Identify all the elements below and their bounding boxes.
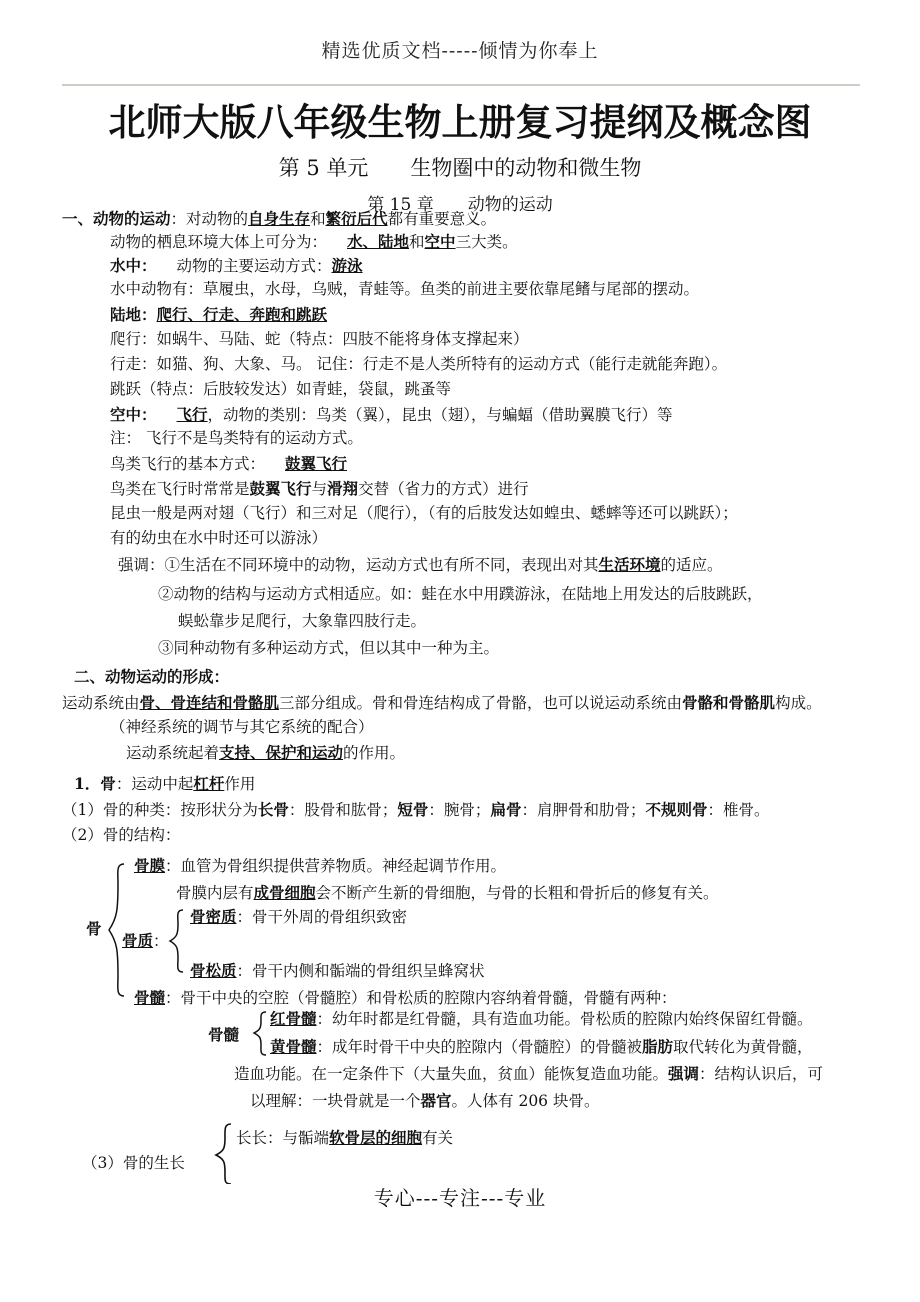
habitat-tail: 三大类。 — [455, 233, 518, 251]
habitat-mid: 和 — [409, 233, 425, 251]
compact-bone-label: 骨密质 — [190, 907, 237, 926]
water-lead: 动物的主要运动方式： — [176, 257, 332, 275]
grow-long-a: ：与骺端 — [267, 1129, 330, 1147]
marrow-label: 骨髓 — [134, 988, 166, 1007]
section-two-title: 动物运动的形成： — [105, 667, 230, 686]
bone-kind-short-value: ：腕骨； — [428, 801, 491, 819]
emphasis-gliding: 滑翔 — [327, 479, 359, 498]
land-line — [110, 306, 327, 324]
spongy-bone-text: ：骨干内侧和骺端的骨组织呈蜂窝状 — [236, 962, 485, 980]
bone-kinds-line — [62, 801, 770, 819]
chapter-label: 第 15 章 — [367, 195, 434, 215]
yellow-marrow-a: ：成年时骨干中央的腔隙内（骨髓腔）的骨髓被 — [316, 1038, 643, 1056]
emphasis-1-a: ①生活在不同环境中的动物，运动方式也有所不同，表现出对其 — [164, 556, 599, 574]
section-one-title: 动物的运动 — [93, 209, 171, 228]
marrow-cont2-b: 。人体有 206 块骨。 — [451, 1092, 600, 1110]
emphasis-osteoblast: 成骨细胞 — [253, 883, 316, 902]
unit-label: 第 5 单元 — [278, 156, 369, 180]
motor-system-composition — [62, 694, 822, 712]
section-one-text-b: 都有重要意义。 — [387, 210, 497, 228]
periosteum-text: ：血管为骨组织提供营养物质。神经起调节作用。 — [165, 857, 507, 875]
marrow-text: ：骨干中央的空腔（骨髓腔）和骨松质的腔隙内容纳着骨髓，骨髓有两种： — [165, 989, 677, 1007]
bone-kind-flat-value: ：肩胛骨和肋骨； — [521, 801, 646, 819]
emphasis-cartilage-cells: 软骨层的细胞 — [329, 1128, 423, 1147]
emphasis-lever: 杠杆 — [193, 774, 225, 793]
emphasis-1-b: 的适应。 — [660, 556, 723, 574]
section-one-number: 一、 — [62, 209, 94, 228]
bone-growth-brace — [214, 1122, 234, 1184]
bone-kind-long: 长骨 — [257, 800, 289, 819]
bone-kind-flat: 扁骨 — [490, 800, 522, 819]
section-two-number: 二、 — [74, 667, 106, 686]
bone-lengthening-line — [236, 1129, 453, 1147]
unit-name: 生物圈中的动物和微生物 — [410, 156, 642, 180]
section-one-text-a: ：对动物的 — [170, 210, 249, 228]
bone-item-a: ：运动中起 — [115, 775, 194, 793]
flight-note-line: 注： 飞行不是鸟类特有的运动方式。 — [110, 429, 363, 447]
bird-basic-line — [110, 455, 347, 473]
bone-tissue-label — [122, 932, 169, 950]
section-one-heading — [62, 210, 496, 228]
water-label: 水中： — [110, 256, 157, 275]
marrow-group-label-text: 骨髓 — [208, 1025, 240, 1044]
emphasis-flapping-flight: 鼓翼飞行 — [285, 454, 348, 473]
role-b: 的作用。 — [343, 744, 406, 762]
emphasis-living-environment: 生活环境 — [598, 555, 661, 574]
compose-c: 构成。 — [775, 694, 822, 712]
marrow-brace — [252, 1010, 268, 1058]
marrow-group-label — [208, 1026, 239, 1044]
chapter-name: 动物的运动 — [467, 195, 553, 215]
bird-alt-mid: 与 — [311, 480, 328, 498]
section-two-heading — [74, 668, 229, 686]
air-label: 空中： — [110, 405, 157, 424]
emphasis-fat: 脂肪 — [642, 1037, 674, 1056]
crawl-line: 爬行：如蜗牛、马陆、蛇（特点：四肢不能将身体支撑起来） — [110, 330, 529, 348]
header-divider — [62, 84, 860, 86]
red-marrow-text: ：幼年时都是红骨髓，具有造血功能。骨松质的腔隙内始终保留红骨髓。 — [316, 1010, 813, 1028]
emphasis-label: 强调： — [118, 556, 165, 574]
marrow-cont-line-2 — [250, 1092, 599, 1110]
bone-structure-lead: （2）骨的结构： — [62, 826, 181, 844]
bone-item-number: 1． — [74, 774, 101, 793]
bone-item-heading — [74, 775, 255, 793]
spongy-bone-line — [190, 962, 485, 980]
marrow-cont-a: 造血功能。在一定条件下（大量失血，贫血）能恢复造血功能。 — [234, 1065, 669, 1083]
bird-alternate-line — [110, 480, 529, 498]
bone-tissue-label-text: 骨质 — [122, 931, 154, 950]
bone-kind-long-value: ：股骨和肱骨； — [288, 801, 398, 819]
insect-line-b: 有的幼虫在水中时还可以游泳） — [110, 529, 328, 547]
bone-outer-label-text: 骨 — [86, 919, 102, 938]
bone-tissue-colon: ： — [153, 932, 169, 950]
bird-alt-a: 鸟类在飞行时常常是 — [110, 480, 250, 498]
emphasis-line-1 — [118, 556, 723, 574]
water-detail-line: 水中动物有：草履虫，水母，乌贼，青蛙等。鱼类的前进主要依靠尾鳍与尾部的摆动。 — [110, 280, 700, 298]
bone-outer-brace — [106, 862, 128, 998]
air-line — [110, 406, 673, 424]
insect-line-a: 昆虫一般是两对翅（飞行）和三对足（爬行），（有的后肢发达如蝗虫、蟋蟀等还可以跳跃）； — [110, 504, 738, 522]
role-a: 运动系统起着 — [126, 744, 220, 762]
bone-kind-short: 短骨 — [397, 800, 429, 819]
emphasis-organ: 器官 — [420, 1091, 452, 1110]
spongy-bone-label: 骨松质 — [190, 961, 237, 980]
grow-long-label: 长长 — [236, 1129, 268, 1147]
water-line — [110, 257, 363, 275]
periosteum-line — [134, 857, 506, 875]
walk-line: 行走：如猫、狗、大象、马。 记住：行走不是人类所特有的运动方式（能行走就能奔跑）。 — [110, 355, 728, 373]
emphasis-air: 空中 — [424, 232, 456, 251]
jump-line: 跳跃（特点：后肢较发达）如青蛙，袋鼠，跳蚤等 — [110, 380, 452, 398]
nervous-system-note: （神经系统的调节与其它系统的配合） — [110, 718, 374, 736]
red-marrow-line — [270, 1010, 813, 1028]
bone-tissue-brace — [168, 908, 186, 974]
emphasis-note: 强调 — [668, 1064, 700, 1083]
bone-kind-irregular: 不规则骨 — [645, 800, 708, 819]
marrow-line — [134, 989, 677, 1007]
emphasis-land-modes: 爬行、行走、奔跑和跳跃 — [156, 305, 328, 324]
bird-lead: 鸟类飞行的基本方式： — [110, 455, 266, 473]
yellow-marrow-label: 黄骨髓 — [270, 1037, 317, 1056]
bone-item-label: 骨 — [100, 774, 116, 793]
compact-bone-text: ：骨干外周的骨组织致密 — [236, 908, 408, 926]
motor-system-role — [126, 744, 405, 762]
emphasis-water-land: 水、陆地 — [347, 232, 410, 251]
unit-title — [0, 152, 920, 182]
bone-growth-label: （3）骨的生长 — [82, 1154, 185, 1172]
marrow-cont-line-1 — [234, 1065, 823, 1083]
compact-bone-line — [190, 908, 407, 926]
bird-alt-tail: 交替（省力的方式）进行 — [358, 480, 529, 498]
emphasis-line-2: ②动物的结构与运动方式相适应。如：蛙在水中用蹼游泳，在陆地上用发达的后肢跳跃， — [158, 585, 763, 603]
compose-a: 运动系统由 — [62, 694, 140, 712]
kinds-lead: （1）骨的种类：按形状分为 — [62, 801, 258, 819]
compose-b: 三部分组成。骨和骨连结构成了骨骼，也可以说运动系统由 — [279, 694, 683, 712]
section-one-text-mid: 和 — [310, 210, 326, 228]
red-marrow-label: 红骨髓 — [270, 1009, 317, 1028]
emphasis-reproduction: 繁衍后代 — [325, 209, 388, 228]
emphasis-bone-joint-muscle: 骨、骨连结和骨骼肌 — [139, 693, 280, 712]
emphasis-flying: 飞行 — [176, 405, 208, 424]
bone-outer-label — [86, 920, 102, 938]
emphasis-swimming: 游泳 — [331, 256, 363, 275]
page-title: 北师大版八年级生物上册复习提纲及概念图 — [108, 101, 812, 144]
periosteum-detail-b: 会不断产生新的骨细胞，与骨的长粗和骨折后的修复有关。 — [315, 884, 719, 902]
marrow-cont-b: ：结构认识后，可 — [699, 1065, 824, 1083]
land-label: 陆地： — [110, 305, 157, 324]
bone-kind-irregular-value: ：椎骨。 — [707, 801, 770, 819]
habitat-lead: 动物的栖息环境大体上可分为： — [110, 233, 328, 251]
grow-long-b: 有关 — [422, 1129, 454, 1147]
page-header-watermark: 精选优质文档-----倾情为你奉上 — [321, 40, 599, 62]
emphasis-support-protect-move: 支持、保护和运动 — [219, 743, 344, 762]
emphasis-line-2-cont: 蜈蚣靠步足爬行，大象靠四肢行走。 — [178, 612, 427, 630]
periosteum-detail-a: 骨膜内层有 — [176, 884, 254, 902]
marrow-cont2-a: 以理解：一块骨就是一个 — [250, 1092, 421, 1110]
bone-item-b: 作用 — [224, 775, 256, 793]
air-rest: ，动物的类别：鸟类（翼），昆虫（翅），与蝙蝠（借助翼膜飞行）等 — [207, 406, 673, 424]
emphasis-skeleton-muscle: 骨骼和骨骼肌 — [682, 693, 776, 712]
emphasis-flapping: 鼓翼飞行 — [249, 479, 312, 498]
periosteum-detail-line — [176, 884, 719, 902]
yellow-marrow-line — [270, 1038, 813, 1056]
emphasis-self-survival: 自身生存 — [248, 209, 311, 228]
periosteum-label: 骨膜 — [134, 856, 166, 875]
habitat-line — [110, 233, 518, 251]
emphasis-line-3: ③同种动物有多种运动方式，但以其中一种为主。 — [158, 639, 500, 657]
yellow-marrow-b: 取代转化为黄骨髓， — [673, 1038, 813, 1056]
page-footer-tagline: 专心---专注---专业 — [373, 1186, 547, 1210]
